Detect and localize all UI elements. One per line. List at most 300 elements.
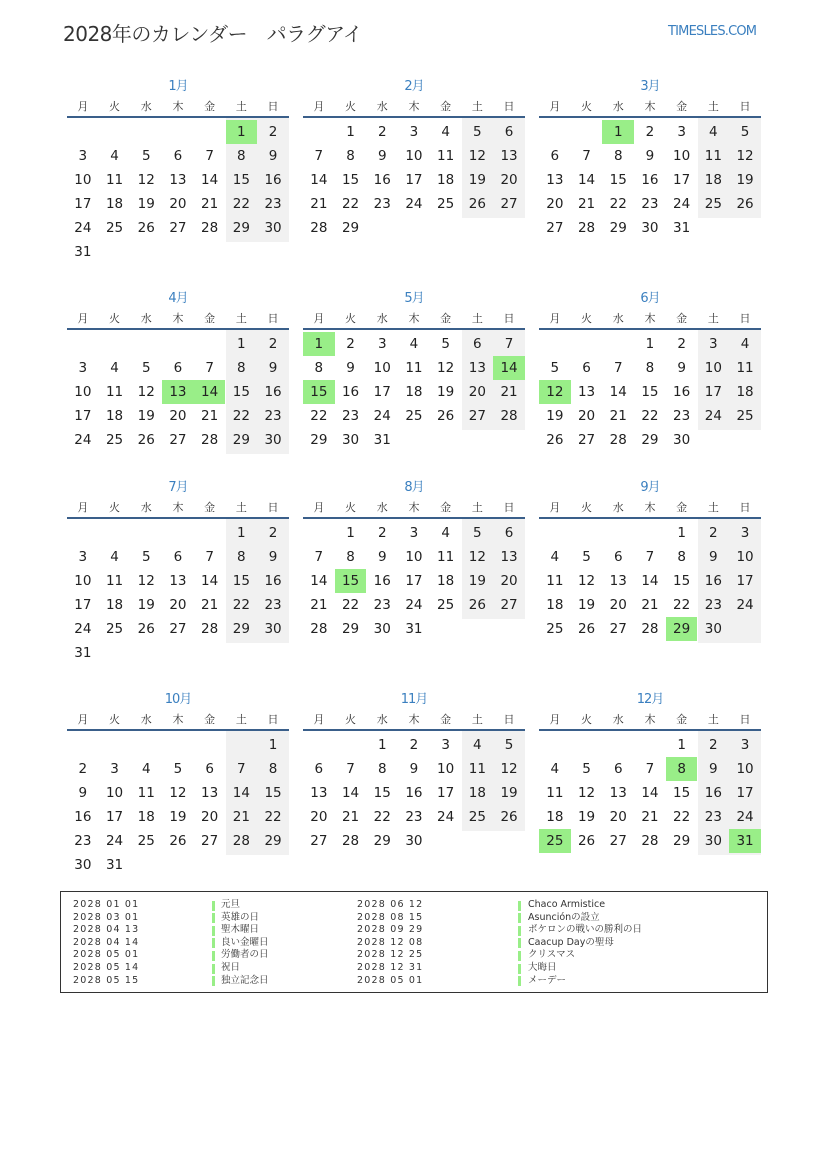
weekday-label: 金: [204, 312, 216, 325]
day-cell: 12: [577, 573, 596, 589]
day-cell: 15: [673, 573, 691, 589]
day-cell: 26: [137, 220, 155, 236]
legend-holiday-name: 大晦日: [528, 962, 557, 973]
day-cell: 9: [709, 761, 718, 777]
weekday-label: 日: [739, 713, 751, 726]
month-name: 4月: [168, 291, 188, 306]
legend-holiday-marker: [518, 901, 521, 911]
day-cell: 18: [437, 573, 455, 589]
day-cell: 24: [704, 408, 722, 424]
day-cell: 4: [441, 525, 450, 541]
day-cell: 30: [341, 432, 360, 448]
day-cell: 24: [673, 196, 691, 212]
day-cell: 24: [405, 196, 423, 212]
day-cell: 12: [577, 785, 596, 801]
day-cell: 10: [704, 360, 722, 376]
day-cell: 24: [373, 408, 391, 424]
legend-holiday-marker: [212, 913, 215, 923]
weekday-label: 日: [503, 713, 515, 726]
day-cell: 14: [641, 785, 659, 801]
day-cell: 5: [141, 360, 151, 376]
legend-holiday-name: Chaco Armistice: [528, 899, 606, 910]
day-cell: 11: [137, 785, 155, 801]
day-cell: 20: [468, 384, 486, 400]
day-cell: 19: [546, 408, 564, 424]
day-cell: 23: [373, 196, 391, 212]
weekday-label: 水: [376, 100, 388, 113]
day-cell: 27: [609, 833, 627, 849]
weekday-label: 日: [267, 312, 279, 325]
day-cell: 18: [105, 597, 124, 613]
day-cell: 6: [473, 336, 482, 352]
day-cell: 28: [341, 833, 360, 849]
weekday-label: 月: [77, 501, 89, 514]
day-cell: 30: [373, 621, 391, 637]
weekday-label: 月: [77, 100, 89, 113]
day-cell: 9: [409, 761, 419, 777]
day-cell: 26: [500, 809, 518, 825]
weekday-label: 火: [581, 501, 593, 514]
day-cell: 23: [341, 408, 360, 424]
legend-holiday-name: 労働者の日: [221, 949, 269, 961]
day-cell: 26: [577, 833, 596, 849]
day-cell: 23: [373, 597, 391, 613]
day-cell: 9: [645, 148, 655, 164]
day-cell: 10: [405, 549, 423, 565]
weekday-label: 水: [140, 100, 152, 113]
legend-date: 2028 12 25: [357, 949, 424, 961]
day-cell: 13: [609, 573, 627, 589]
day-cell: 17: [704, 384, 722, 400]
day-cell: 10: [373, 360, 391, 376]
day-cell: 3: [740, 525, 750, 541]
day-cell: 2: [709, 525, 718, 541]
weekday-label: 金: [440, 312, 452, 325]
day-cell: 22: [641, 408, 659, 424]
legend-holiday-marker: [212, 951, 215, 961]
weekday-label: 日: [739, 312, 751, 325]
holiday-legend: [60, 891, 768, 993]
day-cell: 3: [441, 737, 450, 753]
day-cell: 29: [341, 621, 360, 637]
day-cell: 6: [173, 148, 183, 164]
day-cell: 20: [310, 809, 328, 825]
legend-date: 2028 04 13: [73, 924, 140, 936]
day-cell: 23: [74, 833, 92, 849]
day-cell: 2: [268, 525, 278, 541]
day-cell: 11: [704, 148, 722, 164]
day-cell: 16: [264, 573, 282, 589]
day-cell: 7: [346, 761, 355, 777]
day-cell: 11: [105, 573, 124, 589]
legend-holiday-name: 良い金曜日: [221, 936, 269, 948]
legend-date: 2028 08 15: [357, 911, 424, 923]
day-cell: 13: [169, 172, 187, 188]
legend-holiday-marker: [212, 976, 215, 986]
day-cell: 17: [74, 196, 92, 212]
day-cell: 11: [437, 549, 455, 565]
weekday-label: 日: [503, 312, 515, 325]
day-cell: 15: [232, 384, 250, 400]
weekday-label: 金: [676, 713, 688, 726]
day-cell: 29: [232, 432, 250, 448]
month-name: 10月: [164, 692, 192, 707]
day-cell: 19: [137, 196, 155, 212]
weekday-label: 月: [549, 501, 561, 514]
day-cell: 31: [673, 220, 691, 236]
day-cell: 27: [169, 621, 187, 637]
legend-holiday-marker: [212, 964, 215, 974]
legend-holiday-name: Caacup Dayの聖母: [528, 936, 614, 948]
weekday-label: 月: [549, 100, 561, 113]
day-cell: 28: [641, 833, 659, 849]
weekday-label: 金: [440, 713, 452, 726]
month-name: 5月: [404, 291, 424, 306]
holiday-day-cell: 1: [226, 120, 258, 144]
day-cell: 29: [641, 432, 659, 448]
day-cell: 16: [264, 384, 282, 400]
day-cell: 20: [609, 597, 627, 613]
day-cell: 3: [740, 737, 750, 753]
day-cell: 8: [346, 148, 355, 164]
day-cell: 8: [314, 360, 324, 376]
day-cell: 8: [237, 360, 246, 376]
day-cell: 5: [141, 148, 151, 164]
day-cell: 2: [709, 737, 718, 753]
day-cell: 1: [268, 737, 278, 753]
day-cell: 15: [373, 785, 391, 801]
day-cell: 4: [110, 549, 119, 565]
weekday-label: 月: [313, 501, 325, 514]
day-cell: 19: [468, 172, 486, 188]
weekday-label: 土: [707, 312, 719, 325]
day-cell: 16: [264, 172, 282, 188]
day-cell: 17: [673, 172, 691, 188]
day-cell: 13: [310, 785, 328, 801]
day-cell: 14: [232, 785, 250, 801]
day-cell: 14: [201, 172, 219, 188]
day-cell: 25: [137, 833, 155, 849]
weekday-label: 土: [235, 100, 247, 113]
day-cell: 13: [500, 148, 518, 164]
day-cell: 14: [609, 384, 627, 400]
day-cell: 6: [173, 549, 183, 565]
day-cell: 2: [677, 336, 686, 352]
holiday-day-cell: 14: [194, 380, 226, 404]
day-cell: 26: [169, 833, 187, 849]
day-cell: 10: [736, 549, 754, 565]
day-cell: 29: [310, 432, 328, 448]
day-cell: 3: [78, 360, 88, 376]
day-cell: 27: [609, 621, 627, 637]
weekday-label: 水: [140, 501, 152, 514]
day-cell: 10: [405, 148, 423, 164]
legend-holiday-marker: [518, 926, 521, 936]
day-cell: 9: [268, 549, 278, 565]
weekday-label: 土: [471, 312, 483, 325]
day-cell: 22: [341, 196, 360, 212]
day-cell: 6: [314, 761, 324, 777]
day-cell: 22: [673, 809, 691, 825]
legend-date: 2028 01 01: [73, 899, 140, 910]
day-cell: 17: [405, 172, 423, 188]
day-cell: 29: [264, 833, 282, 849]
legend-holiday-name: 祝日: [221, 962, 241, 973]
month-name: 12月: [636, 692, 664, 707]
legend-holiday-marker: [518, 913, 521, 923]
day-cell: 24: [74, 621, 92, 637]
day-cell: 8: [268, 761, 278, 777]
day-cell: 19: [577, 809, 596, 825]
day-cell: 25: [468, 809, 486, 825]
day-cell: 16: [641, 172, 659, 188]
day-cell: 23: [673, 408, 691, 424]
day-cell: 31: [105, 857, 124, 873]
day-cell: 7: [645, 761, 655, 777]
weekday-label: 木: [644, 713, 656, 726]
month-name: 6月: [640, 291, 660, 306]
day-cell: 27: [577, 432, 596, 448]
day-cell: 5: [504, 737, 514, 753]
day-cell: 6: [205, 761, 214, 777]
legend-holiday-name: 独立記念日: [221, 974, 269, 986]
weekday-label: 月: [313, 100, 325, 113]
day-cell: 30: [74, 857, 92, 873]
day-cell: 20: [500, 172, 518, 188]
month-name: 3月: [640, 79, 660, 94]
weekday-label: 土: [471, 100, 483, 113]
day-cell: 5: [582, 761, 591, 777]
day-cell: 21: [500, 384, 518, 400]
weekday-label: 金: [204, 501, 216, 514]
legend-date: 2028 05 01: [73, 949, 140, 961]
legend-holiday-name: 聖木曜日: [221, 924, 260, 936]
legend-holiday-name: Asunciónの設立: [528, 911, 600, 923]
day-cell: 29: [609, 220, 627, 236]
day-cell: 3: [409, 124, 419, 140]
weekday-label: 土: [471, 713, 483, 726]
legend-holiday-name: メーデー: [528, 974, 567, 986]
holiday-day-cell: 14: [493, 356, 525, 380]
day-cell: 13: [468, 360, 486, 376]
day-cell: 15: [641, 384, 659, 400]
day-cell: 17: [373, 384, 391, 400]
day-cell: 21: [201, 196, 219, 212]
day-cell: 1: [346, 124, 355, 140]
weekday-label: 月: [313, 713, 325, 726]
day-cell: 4: [141, 761, 151, 777]
day-cell: 13: [500, 549, 518, 565]
day-cell: 30: [704, 833, 722, 849]
day-cell: 3: [78, 549, 88, 565]
day-cell: 17: [74, 597, 92, 613]
day-cell: 22: [310, 408, 328, 424]
day-cell: 19: [577, 597, 596, 613]
weekday-label: 土: [235, 713, 247, 726]
day-cell: 27: [169, 432, 187, 448]
day-cell: 10: [74, 573, 92, 589]
day-cell: 11: [405, 360, 423, 376]
day-cell: 3: [409, 525, 419, 541]
day-cell: 8: [677, 549, 686, 565]
weekday-label: 木: [408, 713, 420, 726]
day-cell: 20: [169, 408, 187, 424]
day-cell: 17: [736, 785, 754, 801]
day-cell: 21: [641, 809, 659, 825]
day-cell: 1: [677, 525, 686, 541]
day-cell: 6: [173, 360, 183, 376]
day-cell: 28: [201, 220, 219, 236]
weekday-label: 日: [739, 501, 751, 514]
day-cell: 20: [546, 196, 564, 212]
day-cell: 10: [74, 172, 92, 188]
legend-date: 2028 12 08: [357, 936, 424, 948]
day-cell: 7: [645, 549, 655, 565]
day-cell: 28: [201, 621, 219, 637]
day-cell: 27: [169, 220, 187, 236]
day-cell: 16: [704, 573, 722, 589]
day-cell: 5: [441, 336, 450, 352]
day-cell: 4: [709, 124, 718, 140]
day-cell: 5: [141, 549, 151, 565]
weekday-label: 土: [707, 501, 719, 514]
day-cell: 7: [205, 148, 214, 164]
day-cell: 10: [74, 384, 92, 400]
day-cell: 28: [310, 220, 328, 236]
day-cell: 22: [673, 597, 691, 613]
day-cell: 14: [310, 573, 328, 589]
day-cell: 3: [377, 336, 387, 352]
day-cell: 12: [169, 785, 187, 801]
day-cell: 19: [437, 384, 455, 400]
day-cell: 5: [582, 549, 591, 565]
month-name: 11月: [400, 692, 428, 707]
weekday-label: 水: [376, 312, 388, 325]
day-cell: 18: [546, 597, 564, 613]
weekday-label: 火: [109, 501, 121, 514]
holiday-day-cell: 12: [539, 380, 571, 404]
day-cell: 7: [582, 148, 591, 164]
weekday-label: 火: [345, 100, 357, 113]
day-cell: 30: [641, 220, 659, 236]
day-cell: 23: [264, 196, 282, 212]
day-cell: 24: [437, 809, 455, 825]
day-cell: 24: [74, 220, 92, 236]
day-cell: 11: [437, 148, 455, 164]
day-cell: 27: [546, 220, 564, 236]
day-cell: 18: [546, 809, 564, 825]
day-cell: 21: [201, 408, 219, 424]
brand-logo-text[interactable]: TIMESLES.COM: [668, 24, 757, 39]
day-cell: 23: [264, 408, 282, 424]
day-cell: 9: [268, 360, 278, 376]
day-cell: 16: [74, 809, 92, 825]
day-cell: 25: [405, 408, 423, 424]
day-cell: 23: [405, 809, 423, 825]
day-cell: 7: [314, 549, 324, 565]
day-cell: 16: [373, 172, 391, 188]
day-cell: 11: [736, 360, 754, 376]
day-cell: 20: [169, 597, 187, 613]
weekday-label: 水: [376, 713, 388, 726]
day-cell: 26: [577, 621, 596, 637]
day-cell: 11: [105, 172, 124, 188]
day-cell: 3: [677, 124, 686, 140]
day-cell: 2: [346, 336, 355, 352]
day-cell: 4: [550, 549, 560, 565]
day-cell: 27: [500, 196, 518, 212]
day-cell: 9: [78, 785, 88, 801]
day-cell: 22: [232, 597, 250, 613]
day-cell: 27: [500, 597, 518, 613]
weekday-label: 木: [172, 713, 184, 726]
weekday-label: 金: [676, 100, 688, 113]
day-cell: 24: [74, 432, 92, 448]
weekday-label: 火: [581, 312, 593, 325]
holiday-day-cell: 29: [666, 617, 698, 641]
day-cell: 5: [473, 525, 482, 541]
day-cell: 27: [310, 833, 328, 849]
weekday-label: 木: [644, 501, 656, 514]
day-cell: 17: [105, 809, 124, 825]
day-cell: 15: [232, 573, 250, 589]
day-cell: 12: [137, 172, 155, 188]
day-cell: 25: [105, 621, 124, 637]
day-cell: 21: [577, 196, 596, 212]
weekday-label: 日: [503, 501, 515, 514]
day-cell: 21: [341, 809, 360, 825]
day-cell: 31: [373, 432, 391, 448]
day-cell: 7: [237, 761, 246, 777]
weekday-label: 金: [676, 312, 688, 325]
day-cell: 20: [577, 408, 596, 424]
day-cell: 15: [232, 172, 250, 188]
day-cell: 12: [137, 573, 155, 589]
legend-holiday-marker: [212, 926, 215, 936]
weekday-label: 火: [345, 713, 357, 726]
weekday-label: 金: [440, 100, 452, 113]
legend-date: 2028 03 01: [73, 911, 140, 923]
day-cell: 22: [264, 809, 282, 825]
day-cell: 17: [736, 573, 754, 589]
weekday-label: 土: [235, 501, 247, 514]
day-cell: 10: [105, 785, 124, 801]
day-cell: 26: [546, 432, 564, 448]
weekday-label: 土: [235, 312, 247, 325]
day-cell: 5: [550, 360, 560, 376]
day-cell: 31: [74, 645, 92, 661]
day-cell: 7: [314, 148, 324, 164]
weekday-label: 水: [612, 501, 624, 514]
day-cell: 2: [409, 737, 419, 753]
day-cell: 27: [201, 833, 219, 849]
day-cell: 6: [582, 360, 591, 376]
day-cell: 11: [105, 384, 124, 400]
day-cell: 30: [264, 621, 282, 637]
weekday-label: 日: [267, 100, 279, 113]
weekday-label: 木: [172, 501, 184, 514]
day-cell: 25: [546, 621, 564, 637]
weekday-label: 火: [345, 501, 357, 514]
day-cell: 16: [341, 384, 360, 400]
weekday-label: 月: [77, 312, 89, 325]
day-cell: 26: [468, 196, 486, 212]
day-cell: 22: [373, 809, 391, 825]
weekday-label: 金: [204, 713, 216, 726]
day-cell: 12: [137, 384, 155, 400]
holiday-day-cell: 13: [162, 380, 194, 404]
day-cell: 9: [346, 360, 355, 376]
